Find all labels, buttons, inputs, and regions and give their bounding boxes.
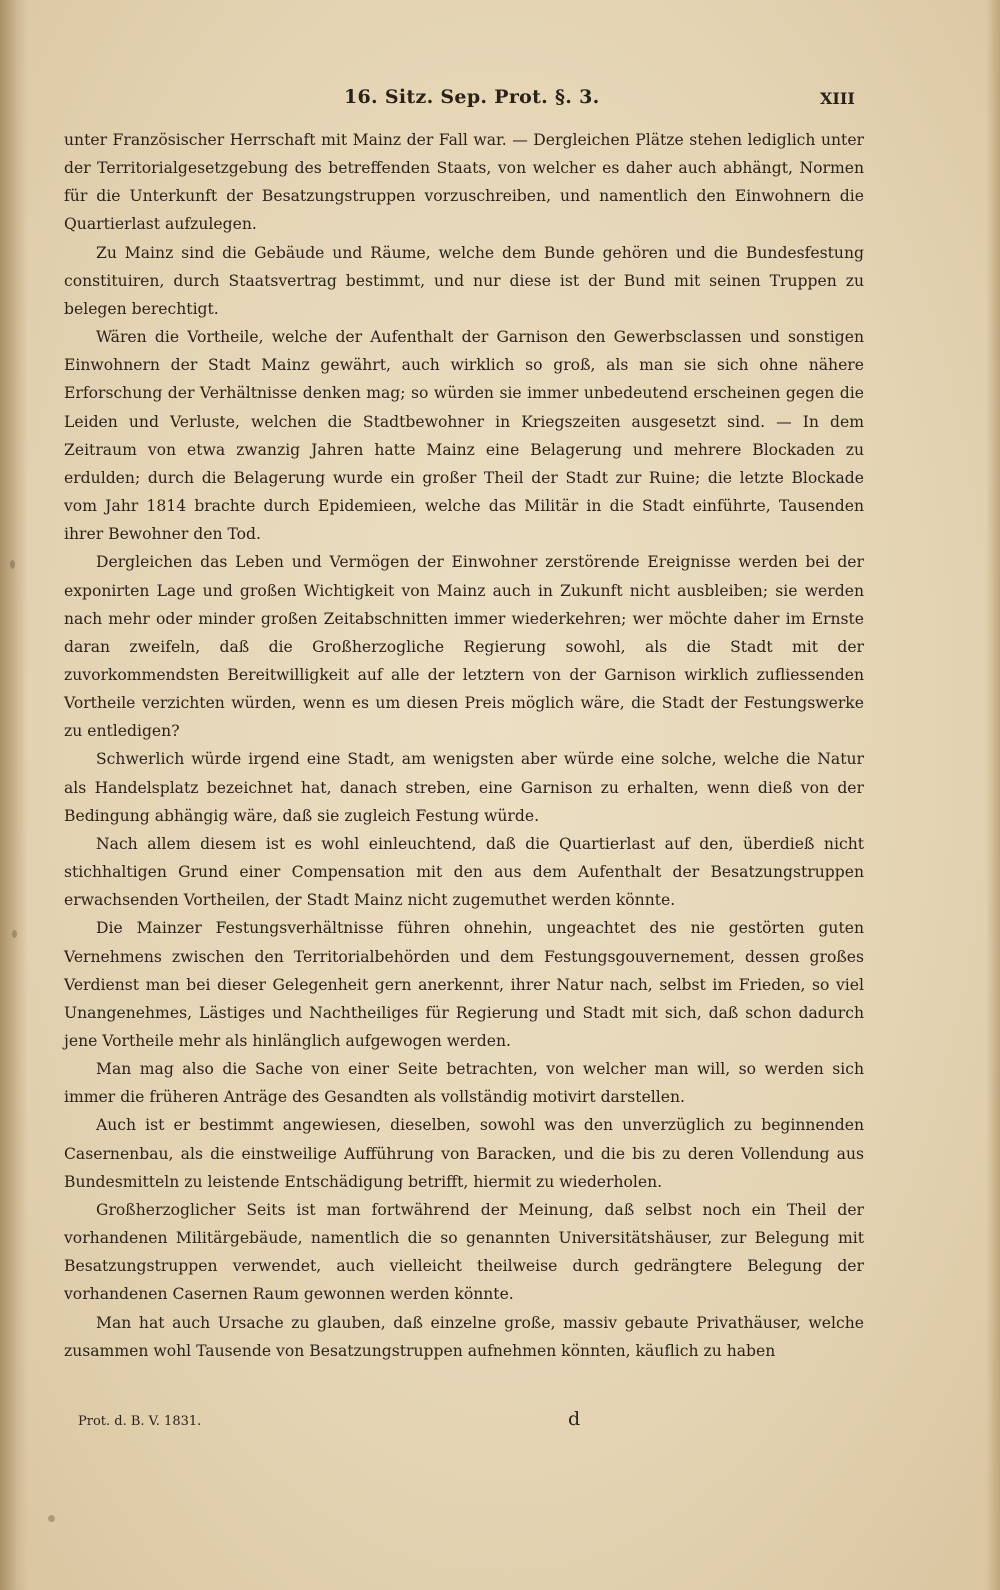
signature-mark: d xyxy=(568,1408,581,1430)
paragraph: unter Französischer Herrschaft mit Mainz der Fall war. — Dergleichen Plätze stehen lediglich unter der Territorialgesetzgebung des betreffenden Staats, von welcher es daher auch abhängt, Normen für die Unterkunft der Besatzungstruppen vorzuschreiben, und namentlich den Einwohnern die Quartierlast aufzulegen. xyxy=(64,131,864,234)
paragraph: Man mag also die Sache von einer Seite betrachten, von welcher man will, so werden sich immer die früheren Anträge des Gesandten als vollständig motivirt darstellen. xyxy=(64,1060,864,1107)
paragraph: Schwerlich würde irgend eine Stadt, am wenigsten aber würde eine solche, welche die Natur als Handelsplatz bezeichnet hat, danach streben, eine Garnison zu erhalten, wenn dieß von der Bedingung abhängig wäre, daß sie zugleich Festung würde. xyxy=(64,750,864,825)
paragraph: Die Mainzer Festungsverhältnisse führen ohnehin, ungeachtet des nie gestörten guten Vernehmens zwischen den Territorialbehörden und dem Festungsgouvernement, dessen großes Verdienst man bei dieser Gelegenheit gern anerkennt, ihrer Natur nach, selbst im Frieden, so viel Unangenehmes, Lästiges und Nachtheiliges für Regierung und Stadt mit sich, daß schon dadurch jene Vortheile mehr als hinlänglich aufgewogen werden. xyxy=(64,919,864,1050)
paper-speck xyxy=(12,930,17,938)
page-header xyxy=(64,86,864,114)
paragraph: Großherzoglicher Seits ist man fortwährend der Meinung, daß selbst noch ein Theil der vorhandenen Militärgebäude, namentlich die so genannten Universitätshäuser, zur Belegung mit Besatzungstruppen verwendet, auch vielleicht theilweise durch gedrängtere Belegung der vorhandenen Casernen Raum gewonnen werden könnte. xyxy=(64,1200,864,1304)
paragraph: Man hat auch Ursache zu glauben, daß einzelne große, massiv gebaute Privathäuser, welche zusammen wohl Tausende von Besatzungstruppen aufnehmen könnten, käuflich zu haben xyxy=(64,1313,864,1360)
page-edge xyxy=(986,0,1000,1590)
paragraph: Wären die Vortheile, welche der Aufenthalt der Garnison den Gewerbsclassen und sonstigen Einwohnern der Stadt Mainz gewährt, auch wirklich so groß, als man sie sich ohne nähere Erforschung der Verhältnisse denken mag; so würden sie immer unbedeutend erscheinen gegen die Leiden und Verluste, welchen die Stadtbewohner in Kriegszeiten ausgesetzt sind. — In dem Zeitraum von etwa zwanzig Jahren hatte Mainz eine Belagerung und mehrere Blockaden zu erdulden; durch die Belagerung wurde ein großer Theil der Stadt zur Ruine; die letzte Blockade vom Jahr 1814 brachte durch Epidemieen, welche das Militär in die Stadt einführte, Tausenden ihrer Bewohner den Tod. xyxy=(64,328,864,544)
paragraph: Dergleichen das Leben und Vermögen der Einwohner zerstörende Ereignisse werden bei der exponirten Lage und großen Wichtigkeit von Mainz auch in Zukunft nicht ausbleiben; sie werden nach mehr oder minder großen Zeitabschnitten immer wiederkehren; wer möchte daher im Ernste daran zweifeln, daß die Großherzogliche Regierung sowohl, als die Stadt mit der zuvorkommendsten Bereitwilligkeit auf alle der letztern von der Garnison wirklich zufliessenden Vortheile verzichten würden, wenn es um diesen Preis möglich wäre, die Stadt der Festungswerke zu entledigen? xyxy=(64,553,864,741)
body-text xyxy=(64,126,864,1365)
paragraph: Auch ist er bestimmt angewiesen, dieselben, sowohl was den unverzüglich zu beginnenden Casernenbau, als die einstweilige Aufführung von Baracken, und die bis zu deren Vollendung aus Bundesmitteln zu leistende Entschädigung betrifft, hiermit zu wiederholen. xyxy=(64,1116,864,1191)
page-number: XIII xyxy=(820,89,855,108)
running-head: 16. Sitz. Sep. Prot. §. 3. xyxy=(344,86,600,108)
footer-reference: Prot. d. B. V. 1831. xyxy=(78,1414,202,1429)
page-footer xyxy=(64,1410,864,1438)
paper-speck xyxy=(48,1515,55,1522)
paragraph: Zu Mainz sind die Gebäude und Räume, welche dem Bunde gehören und die Bundesfestung constituiren, durch Staatsvertrag bestimmt, und nur diese ist der Bund mit seinen Truppen zu belegen berechtigt. xyxy=(64,243,864,318)
binding-shadow xyxy=(0,0,28,1590)
paper-speck xyxy=(10,560,15,569)
paragraph: Nach allem diesem ist es wohl einleuchtend, daß die Quartierlast auf den, überdieß nicht stichhaltigen Grund einer Compensation mit den aus dem Aufenthalt der Besatzungstruppen erwachsenden Vortheilen, der Stadt Mainz nicht zugemuthet werden könnte. xyxy=(64,834,864,910)
